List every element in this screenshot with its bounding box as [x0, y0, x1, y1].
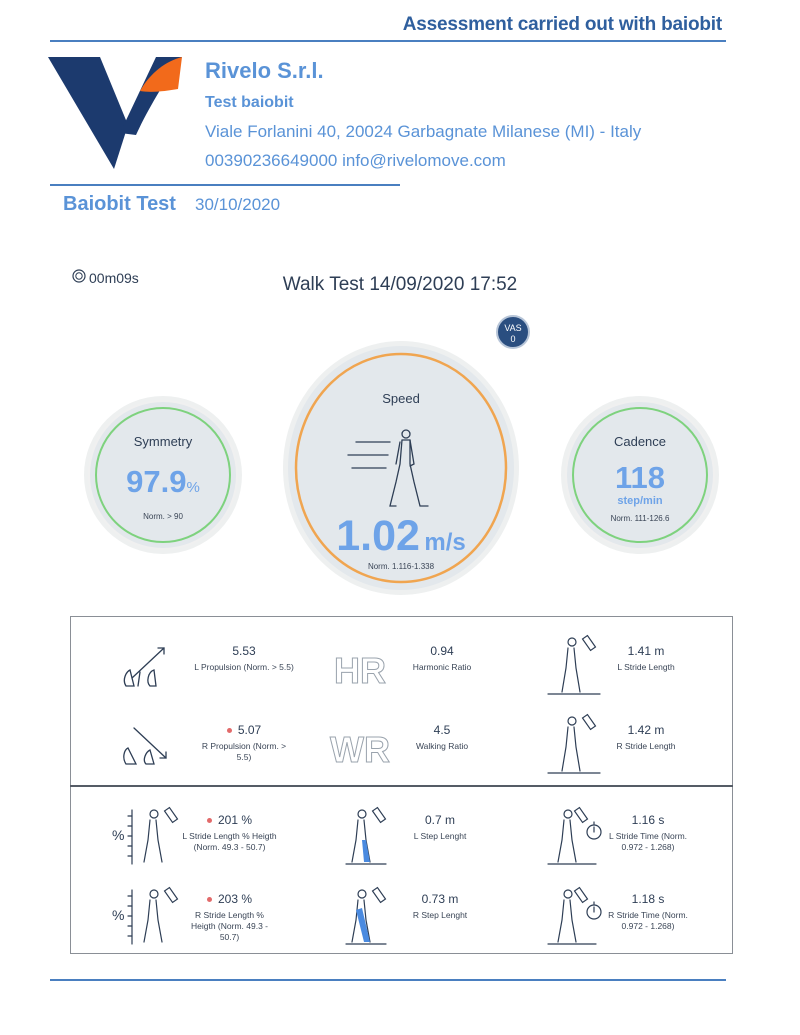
- svg-text:%: %: [112, 827, 125, 843]
- cadence-gauge: [565, 400, 715, 550]
- metric-label: R Step Lenght: [412, 910, 468, 920]
- metric-r-step-length: [390, 892, 490, 921]
- metric-label: L Propulsion (Norm. > 5.5): [194, 662, 294, 672]
- metric-label: L Stride Length: [617, 662, 675, 672]
- company-contact: 00390236649000 info@rivelomove.com: [205, 151, 506, 170]
- metric-label: L Stride Length % Heigth (Norm. 49.3 - 50.7): [182, 831, 277, 852]
- speed-number: 1.02: [336, 512, 420, 560]
- warning-dot-icon: [207, 897, 212, 902]
- metric-l-stride-time: [608, 813, 688, 853]
- metric-r-propulsion: [182, 723, 306, 763]
- cadence-unit: step/min: [617, 495, 663, 507]
- stride-time-icon: [548, 886, 608, 953]
- speed-norm: Norm. 1.116-1.338: [367, 562, 435, 571]
- metric-r-stride-time: [608, 892, 688, 932]
- subheader-divider: [50, 184, 400, 186]
- metric-value: 1.41 m: [627, 644, 665, 658]
- speed-gauge: [282, 340, 520, 596]
- metric-label: R Propulsion (Norm. > 5.5): [201, 741, 287, 762]
- metric-r-stride-length: [596, 723, 696, 752]
- vas-label: VAS: [504, 323, 522, 333]
- metric-l-step-length: [390, 813, 490, 842]
- footer-divider: [50, 979, 726, 981]
- hr-text-icon: HR: [334, 650, 386, 691]
- metric-value-text: 5.07: [237, 723, 262, 737]
- metric-walking-ratio: [380, 723, 504, 752]
- cadence-value: 118: [614, 460, 665, 495]
- wr-text-icon: WR: [330, 729, 390, 770]
- stride-height-percent-icon: [110, 886, 182, 953]
- cadence-label: Cadence: [613, 434, 667, 449]
- metric-value-text: 203 %: [217, 892, 253, 906]
- metric-l-stride-length-height: [182, 813, 277, 853]
- symmetry-value: [90, 464, 236, 500]
- metric-label: L Stride Time (Norm. 0.972 - 1.268): [608, 831, 688, 852]
- symmetry-unit: %: [186, 479, 200, 496]
- company-name: Rivelo S.r.l.: [205, 58, 324, 83]
- test-date: 30/10/2020: [195, 195, 281, 214]
- metric-value: 1.42 m: [627, 723, 665, 737]
- test-name: Baiobit Test: [63, 193, 176, 215]
- stride-time-icon: [548, 806, 608, 873]
- metric-value: 4.5: [433, 723, 451, 737]
- metric-label: R Stride Time (Norm. 0.972 - 1.268): [608, 910, 688, 931]
- company-subtitle: Test baiobit: [205, 94, 294, 111]
- walking-person-icon: [348, 430, 434, 513]
- walk-test-title: Walk Test 14/09/2020 17:52: [282, 274, 518, 295]
- metric-value: 5.53: [232, 644, 256, 658]
- metric-label: Walking Ratio: [415, 741, 469, 751]
- svg-text:%: %: [112, 907, 125, 923]
- cadence-norm: Norm. 111-126.6: [610, 514, 670, 523]
- step-length-left-icon: [346, 806, 390, 873]
- metric-value: [182, 723, 306, 737]
- metric-value: 0.73 m: [421, 892, 459, 906]
- metric-r-stride-length-height: [182, 892, 277, 943]
- propulsion-left-icon: [120, 642, 172, 693]
- metric-label: R Stride Length % Heigth (Norm. 49.3 - 50.7): [191, 910, 268, 942]
- report-header-title: Assessment carried out with baiobit: [402, 14, 722, 35]
- speed-value: [282, 512, 520, 561]
- metric-label: L Step Lenght: [413, 831, 467, 841]
- header-divider: [50, 40, 726, 42]
- speed-label: Speed: [382, 391, 420, 406]
- metrics-divider: [70, 785, 733, 787]
- vas-value: 0: [510, 334, 516, 344]
- metric-l-stride-length: [596, 644, 696, 673]
- symmetry-number: 97.9: [126, 464, 187, 499]
- metric-label: Harmonic Ratio: [412, 662, 472, 672]
- metric-value: [182, 892, 277, 906]
- timer-value: 00m09s: [89, 269, 139, 286]
- metric-value-text: 201 %: [217, 813, 253, 827]
- company-logo: [48, 55, 182, 176]
- metric-value: 0.94: [430, 644, 454, 658]
- company-address: Viale Forlanini 40, 20024 Garbagnate Milanese (MI) - Italy: [205, 122, 642, 141]
- metric-value: [182, 813, 277, 827]
- step-length-right-icon: [346, 886, 390, 953]
- metric-harmonic-ratio: [380, 644, 504, 673]
- warning-dot-icon: [207, 818, 212, 823]
- symmetry-gauge: [88, 400, 238, 550]
- metric-value: 1.18 s: [631, 892, 665, 906]
- metric-l-propulsion: [182, 644, 306, 673]
- speed-unit: m/s: [424, 529, 466, 556]
- propulsion-right-icon: [120, 720, 172, 771]
- symmetry-norm: Norm. > 90: [143, 512, 183, 521]
- warning-dot-icon: [227, 728, 232, 733]
- metric-value: 1.16 s: [631, 813, 665, 827]
- metric-label: R Stride Length: [616, 741, 676, 751]
- stride-height-percent-icon: [110, 806, 182, 873]
- metric-value: 0.7 m: [424, 813, 455, 827]
- symmetry-label: Symmetry: [133, 434, 193, 449]
